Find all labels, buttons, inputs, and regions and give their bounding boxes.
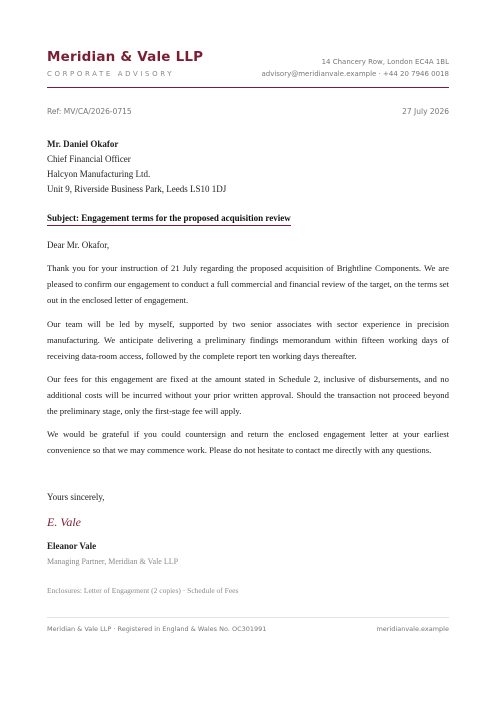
recipient-address: Unit 9, Riverside Business Park, Leeds LS10 1DJ <box>47 184 227 194</box>
body-paragraph: Our team will be led by myself, supported by two senior associates with sector experience in precision manufacturing. We anticipate delivering a preliminary findings memorandum within fifteen working days of receiving data-room access, followed by the complete report ten working days thereafter. <box>47 319 449 361</box>
letter-date: 27 July 2026 <box>402 107 449 116</box>
firm-address: 14 Chancery Row, London EC4A 1BL <box>321 58 449 66</box>
footer-registration: Meridian & Vale LLP · Registered in England & Wales No. OC301991 <box>47 625 267 633</box>
firm-contact: advisory@meridianvale.example · +44 20 7946 0018 <box>261 70 449 78</box>
firm-tagline: CORPORATE ADVISORY <box>47 70 175 78</box>
signer-title: Managing Partner, Meridian & Vale LLP <box>47 557 179 566</box>
header-divider <box>47 87 449 88</box>
recipient-name: Mr. Daniel Okafor <box>47 139 119 149</box>
signer-name: Eleanor Vale <box>47 541 97 551</box>
recipient-company: Halcyon Manufacturing Ltd. <box>47 169 151 179</box>
recipient-block <box>47 137 226 197</box>
reference-number: Ref: MV/CA/2026-0715 <box>47 107 132 116</box>
enclosures-note: Enclosures: Letter of Engagement (2 copies) · Schedule of Fees <box>47 586 239 595</box>
subject-line: Subject: Engagement terms for the proposed acquisition review <box>47 213 291 226</box>
body-paragraph: Our fees for this engagement are fixed at the amount stated in Schedule 2, inclusive of disbursements, and no additional costs will be incurred without your prior written approval. Should the transaction not proceed beyond the preliminary stage, only the first-stage fee will apply. <box>47 374 449 416</box>
recipient-title: Chief Financial Officer <box>47 154 131 164</box>
salutation: Dear Mr. Okafor, <box>47 240 110 250</box>
closing: Yours sincerely, <box>47 492 105 502</box>
footer-website[interactable]: meridianvale.example <box>376 625 449 633</box>
body-paragraph: Thank you for your instruction of 21 July regarding the proposed acquisition of Brightline Components. We are pleased to confirm our engagement to conduct a full commercial and financial review of the target, on the terms set out in the enclosed letter of engagement. <box>47 263 449 305</box>
footer-divider <box>47 617 449 618</box>
firm-name: Meridian & Vale LLP <box>47 49 204 65</box>
signature: E. Vale <box>47 515 81 529</box>
body-paragraph: We would be grateful if you could countersign and return the enclosed engagement letter at your earliest convenience so that we may commence work. Please do not hesitate to contact me directly with any questions. <box>47 429 449 455</box>
